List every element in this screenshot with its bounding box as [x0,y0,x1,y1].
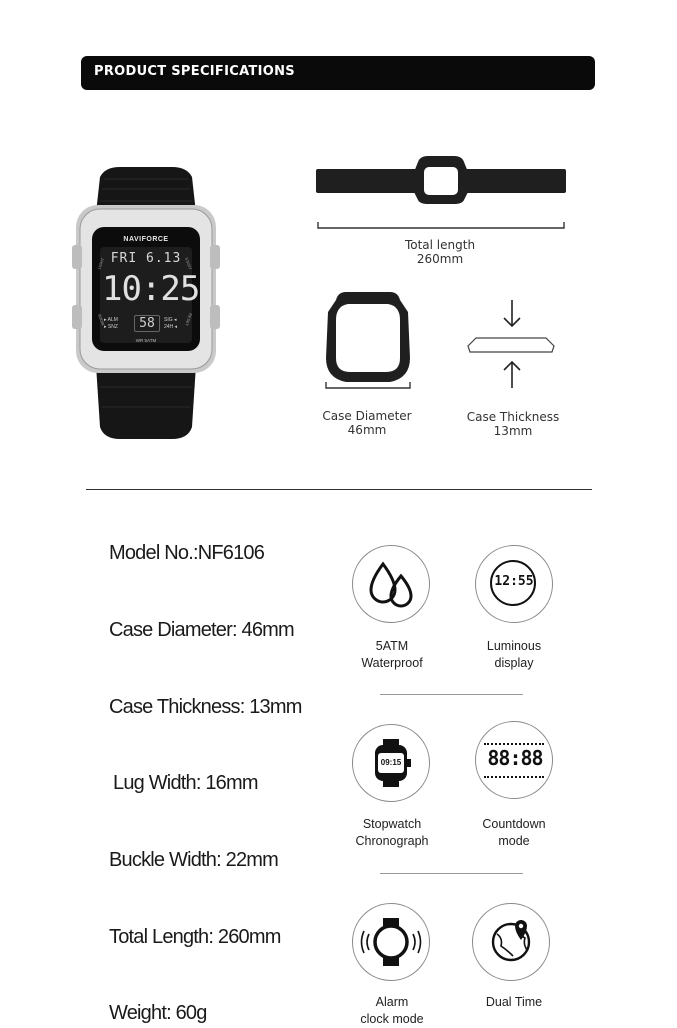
feature-dual-time [472,903,550,981]
spec-case-thickness: Case Thickness: 13mm [109,696,302,718]
case-outline [320,288,416,392]
dual-time-globe-icon [473,904,549,980]
case-diameter-label: Case Diameter [322,409,412,423]
watch-label-alm: ▸ ALM [104,317,118,323]
page-title: PRODUCT SPECIFICATIONS [94,64,295,79]
watch-side-mode: MODE [96,313,106,326]
spec-case-diameter: Case Diameter: 46mm [109,619,294,641]
watch-brand: NAVIFORCE [123,236,169,243]
feature-separator [380,694,523,695]
feature-waterproof-line1: 5ATM [375,639,409,653]
water-drops-icon [353,546,429,622]
watch-label-snz: ▸ SNZ [104,324,118,330]
feature-luminous [475,545,553,623]
countdown-dots-bottom [484,776,544,778]
feature-dual-time-line1: Dual Time [485,995,543,1009]
feature-stopwatch [352,724,430,802]
countdown-dots-top [484,743,544,745]
spec-total-length: Total Length: 260mm [109,926,281,948]
watch-face [70,165,222,445]
feature-alarm-line1: Alarm [375,995,409,1009]
total-length-label: Total length [404,238,476,252]
feature-countdown [475,721,553,799]
spec-buckle-width: Buckle Width: 22mm [109,849,278,871]
feature-stopwatch-line2: Chronograph [355,834,429,848]
case-thickness-diagram [464,296,560,392]
watch-side-light: LIGHT [96,257,106,270]
feature-luminous-line1: Luminous [486,639,542,653]
spec-lug-width: Lug Width: 16mm [113,772,258,794]
feature-separator [380,873,523,874]
watch-label-sig: SIG ◂ [164,317,177,323]
feature-waterproof [352,545,430,623]
watch-label-24h: 24H ◂ [164,324,178,330]
watch-side-reset: RESET [184,312,194,327]
countdown-icon: 88:88 [487,746,543,770]
feature-stopwatch-line1: Stopwatch [362,817,422,831]
spec-model-number: Model No.:NF6106 [109,542,265,564]
feature-luminous-line2: display [494,656,534,670]
feature-countdown-line2: mode [498,834,530,848]
feature-alarm [352,903,430,981]
watch-seconds-display: 58 [134,315,160,332]
watch-side-start: START [183,256,193,271]
section-divider [86,489,592,490]
total-length-value: 260mm [416,252,464,266]
stopwatch-icon-text: 09:15 [380,758,402,767]
case-thickness-label: Case Thickness [466,410,560,424]
spec-weight: Weight: 60g [109,1002,207,1024]
strap-silhouette [312,152,572,234]
watch-time-display: 10:25 [102,269,200,309]
alarm-watch-icon [353,904,429,980]
case-thickness-value: 13mm [493,424,533,438]
feature-alarm-line2: clock mode [360,1012,424,1026]
feature-countdown-line1: Countdown [482,817,546,831]
feature-waterproof-line2: Waterproof [361,656,423,670]
case-diameter-value: 46mm [347,423,387,437]
watch-wr-label: WR 5ATM [135,338,157,343]
luminous-icon-text: 12:55 [494,574,534,589]
watch-top-display: FRI 6.13 [110,251,182,266]
